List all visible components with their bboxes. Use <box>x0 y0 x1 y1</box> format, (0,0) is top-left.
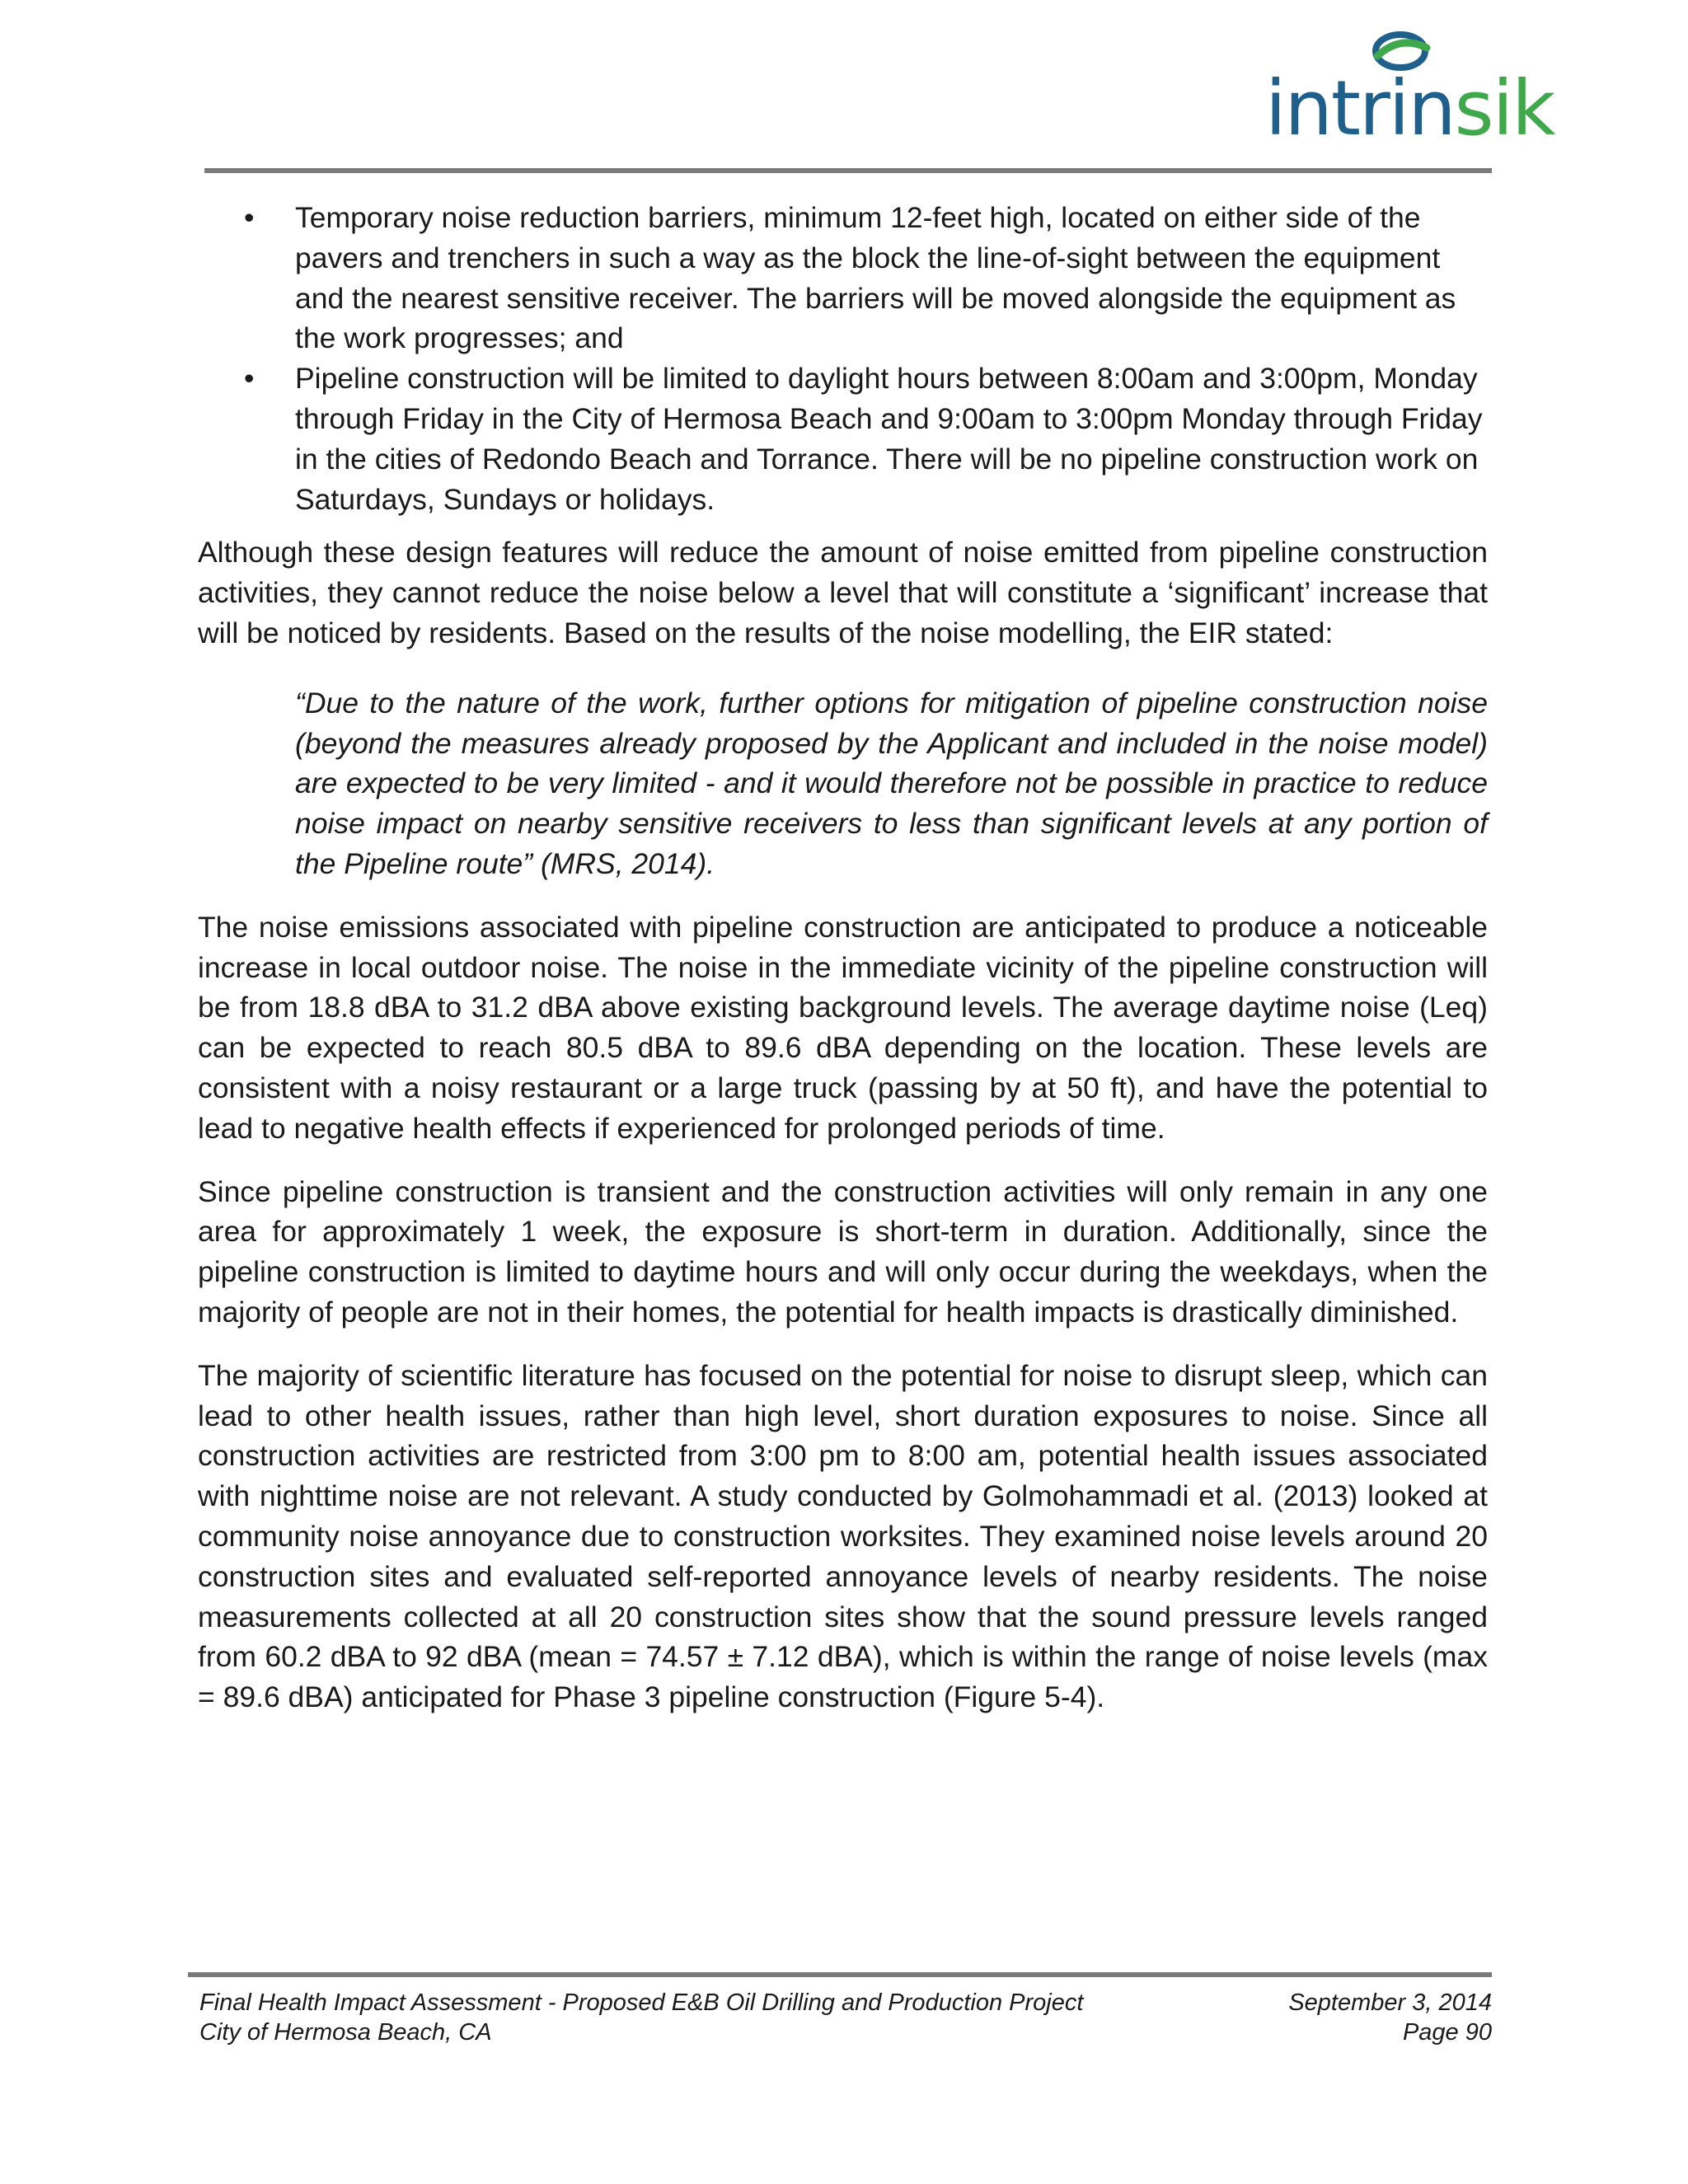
paragraph-transient-exposure: Since pipeline construction is transient and the construction activities will only remain in any one area for approximately 1 week, the exposure is short-term in duration. Additionally, since the pipeline construction is limited to daytime hours and will only occur during the weekdays, when the majority of people are not in their homes, the potential for health impacts is drastically diminished. <box>198 1174 1488 1329</box>
eir-quote: “Due to the nature of the work, further options for mitigation of pipeline construction noise (beyond the measures already proposed by the Applicant and included in the noise model) are expected to be very limited - and it would therefore not be possible in practice to reduce noise impact on nearby sensitive receivers to less than significant levels at any portion of the Pipeline route” (MRS, 2014). <box>295 686 1488 880</box>
logo-wordmark <box>1265 64 1554 152</box>
paragraph-noise-emissions: The noise emissions associated with pipeline construction are anticipated to produce a noticeable increase in local outdoor noise. The noise in the immediate vicinity of the pipeline construction will be from 18.8 dBA to 31.2 dBA above existing background levels. The average daytime noise (Leq) can be expected to reach 80.5 dBA to 89.6 dBA depending on the location. These levels are consistent with a noisy restaurant or a large truck (passing by at 50 ft), and have the potential to lead to negative health effects if experienced for prolonged periods of time. <box>198 910 1488 1145</box>
page-footer <box>199 1988 1492 2047</box>
bullet-icon: • <box>244 362 255 396</box>
page-number: Page 90 <box>1402 2019 1492 2046</box>
bullet-icon: • <box>244 201 255 234</box>
paragraph-design-features: Although these design features will reduce the amount of noise emitted from pipeline construction activities, they cannot reduce the noise below a level that will constitute a ‘significant’ increase that will be noticed by residents. Based on the results of the noise modelling, the EIR stated: <box>198 536 1488 649</box>
list-item-text: Temporary noise reduction barriers, minimum 12-feet high, located on either side of the pavers and trenchers in such a way as the block the line-of-sight between the equipment and the nearest sensitive receiver. The barriers will be moved alongside the equipment as the work progresses; and <box>295 201 1456 355</box>
list-item <box>198 198 1488 359</box>
logo-text-dark: intrin <box>1265 64 1455 152</box>
intrinsik-logo <box>1265 31 1554 152</box>
design-features-list <box>198 198 1488 519</box>
footer-location: City of Hermosa Beach, CA <box>199 2019 492 2046</box>
page-body <box>198 198 1488 1718</box>
footer-title: Final Health Impact Assessment - Proposed E&B Oil Drilling and Production Project <box>199 1990 1084 2016</box>
footer-date: September 3, 2014 <box>1288 1990 1492 2016</box>
logo-text-green: sik <box>1454 64 1554 152</box>
paragraph-literature: The majority of scientific literature has focused on the potential for noise to disrupt sleep, which can lead to other health issues, rather than high level, short duration exposures to noise. Since all construction activities are restricted from 3:00 pm to 8:00 am, potential health issues associated with nighttime noise are not relevant. A study conducted by Golmohammadi et al. (2013) looked at community noise annoyance due to construction worksites. They examined noise levels around 20 construction sites and evaluated self-reported annoyance levels of nearby residents. The noise measurements collected at all 20 construction sites show that the sound pressure levels ranged from 60.2 dBA to 92 dBA (mean = 74.57 ± 7.12 dBA), which is within the range of noise levels (max = 89.6 dBA) anticipated for Phase 3 pipeline construction (Figure 5-4). <box>198 1358 1488 1714</box>
footer-divider <box>188 1972 1492 1977</box>
list-item-text: Pipeline construction will be limited to daylight hours between 8:00am and 3:00pm, Monday through Friday in the City of Hermosa Beach and 9:00am to 3:00pm Monday through Friday in the cities of Redondo Beach and Torrance. There will be no pipeline construction work on Saturdays, Sundays or holidays. <box>295 362 1483 516</box>
list-item <box>198 359 1488 519</box>
header-divider <box>204 168 1492 173</box>
